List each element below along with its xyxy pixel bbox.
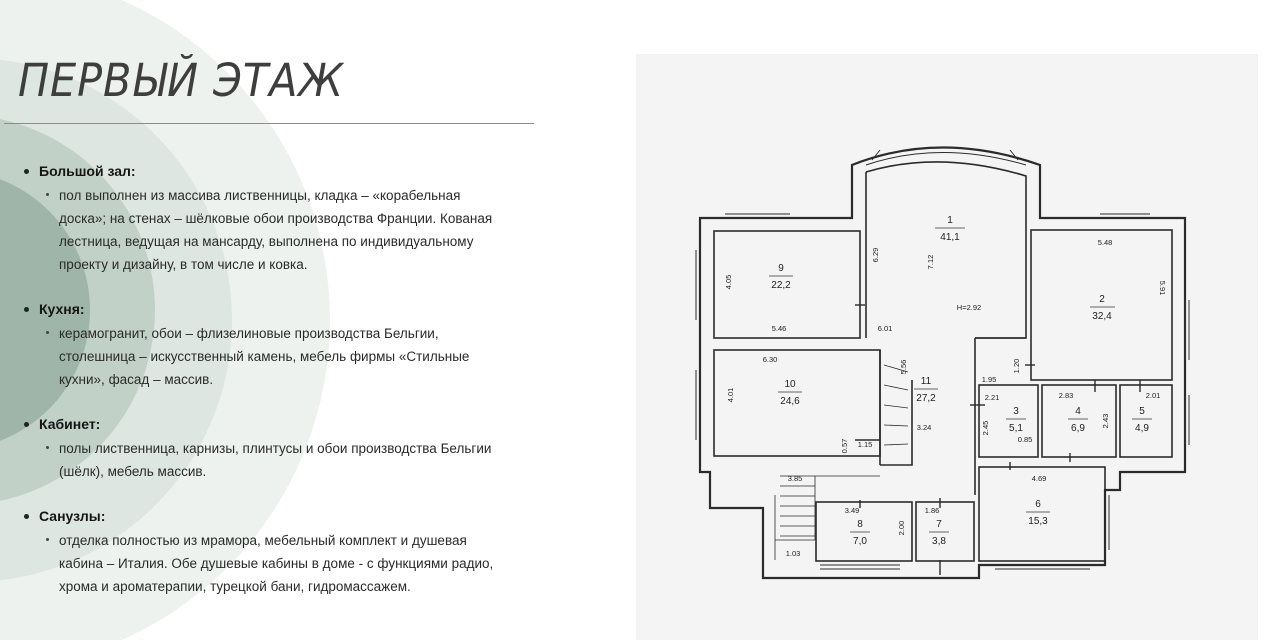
dimension-label: 0.85 [1017,435,1033,444]
dimension-label: 3.85 [787,474,803,483]
room-number: 1 [947,215,953,226]
dimension-label: 6.01 [877,324,893,333]
dimension-label: 1.20 [1012,358,1021,374]
room-number: 4 [1075,406,1081,417]
room-area: 4,9 [1135,423,1149,434]
section-heading: Санузлы: [39,508,106,524]
room-number: 7 [936,519,942,530]
room-area: 22,2 [771,280,791,291]
room-area: 7,0 [853,536,867,547]
room-area: 3,8 [932,536,946,547]
dimension-label: 2.21 [984,393,1000,402]
room-number: 3 [1013,406,1019,417]
section-text: пол выполнен из массива лиственницы, кладка – «корабельная доска»; на стенах – шёлковые обои производства Франции. Кованая лестница, ведущая на мансарду, выполнена по индивидуальному проекту и дизайну, в том числе и ковка. [59,188,493,272]
room-number: 11 [920,376,932,387]
dimension-label: 3.49 [844,506,860,515]
room-number: 8 [857,519,863,530]
bullet-icon [46,538,49,541]
bullet-icon [24,422,29,427]
bullet-icon [46,331,49,334]
room-area: 27,2 [916,393,936,404]
dimension-label: 6.29 [871,247,880,263]
bullet-icon [24,514,29,519]
bullet-icon [24,169,29,174]
features-list [24,160,494,620]
room-number: 10 [784,379,796,390]
dimension-label: 2.00 [897,520,906,536]
page-title: ПЕРВЫЙ ЭТАЖ [18,54,344,107]
room-area: 15,3 [1028,516,1048,527]
dimension-label: 5.91 [1158,280,1167,296]
dimension-label: H=2.92 [956,303,982,312]
room-area: 41,1 [940,232,960,243]
room-area: 5,1 [1009,423,1023,434]
dimension-label: 2.45 [981,420,990,436]
room-number: 9 [778,263,784,274]
bullet-icon [46,193,49,196]
floor-plan [636,54,1258,640]
dimension-label: 5.48 [1097,238,1113,247]
dimension-label: 3.24 [916,423,932,432]
section-heading: Кабинет: [39,416,101,432]
section-text: керамогранит, обои – флизелиновые производства Бельгии, столешница – искусственный камень, мебель фирмы «Стильные кухни», фасад – массив. [59,326,470,387]
dimension-label: 1.03 [785,549,801,558]
title-divider [4,123,534,124]
section-heading: Большой зал: [39,163,136,179]
dimension-label: 0.57 [840,438,849,454]
dimension-label: 2.01 [1145,391,1161,400]
section-bathrooms [24,505,494,598]
dimension-label: 4.01 [726,387,735,403]
dimension-label: 4.05 [724,274,733,290]
room-number: 2 [1099,294,1105,305]
dimension-label: 1.86 [924,506,940,515]
dimension-label: 5.56 [899,359,908,375]
room-area: 24,6 [780,396,800,407]
section-great-hall [24,160,494,276]
bullet-icon [24,307,29,312]
dimension-label: 6.30 [762,355,778,364]
section-kitchen [24,298,494,391]
dimension-label: 1.15 [857,440,873,449]
dimension-label: 2.83 [1058,391,1074,400]
dimension-label: 1.95 [981,375,997,384]
bullet-icon [46,446,49,449]
room-number: 6 [1035,499,1041,510]
dimension-label: 4.69 [1031,474,1047,483]
dimension-label: 5.46 [771,324,787,333]
section-text: отделка полностью из мрамора, мебельный комплект и душевая кабина – Италия. Обе душевые кабины в доме - с функциями радио, хрома и ароматерапии, турецкой бани, гидромассажем. [59,533,494,594]
dimension-label: 7.12 [926,254,935,270]
section-study [24,413,494,483]
room-number: 5 [1139,406,1145,417]
room-area: 6,9 [1071,423,1085,434]
dimension-label: 2.43 [1101,413,1110,429]
room-area: 32,4 [1092,311,1112,322]
section-heading: Кухня: [39,301,85,317]
section-text: полы лиственница, карнизы, плинтусы и обои производства Бельгии (шёлк), мебель массив. [59,441,492,479]
